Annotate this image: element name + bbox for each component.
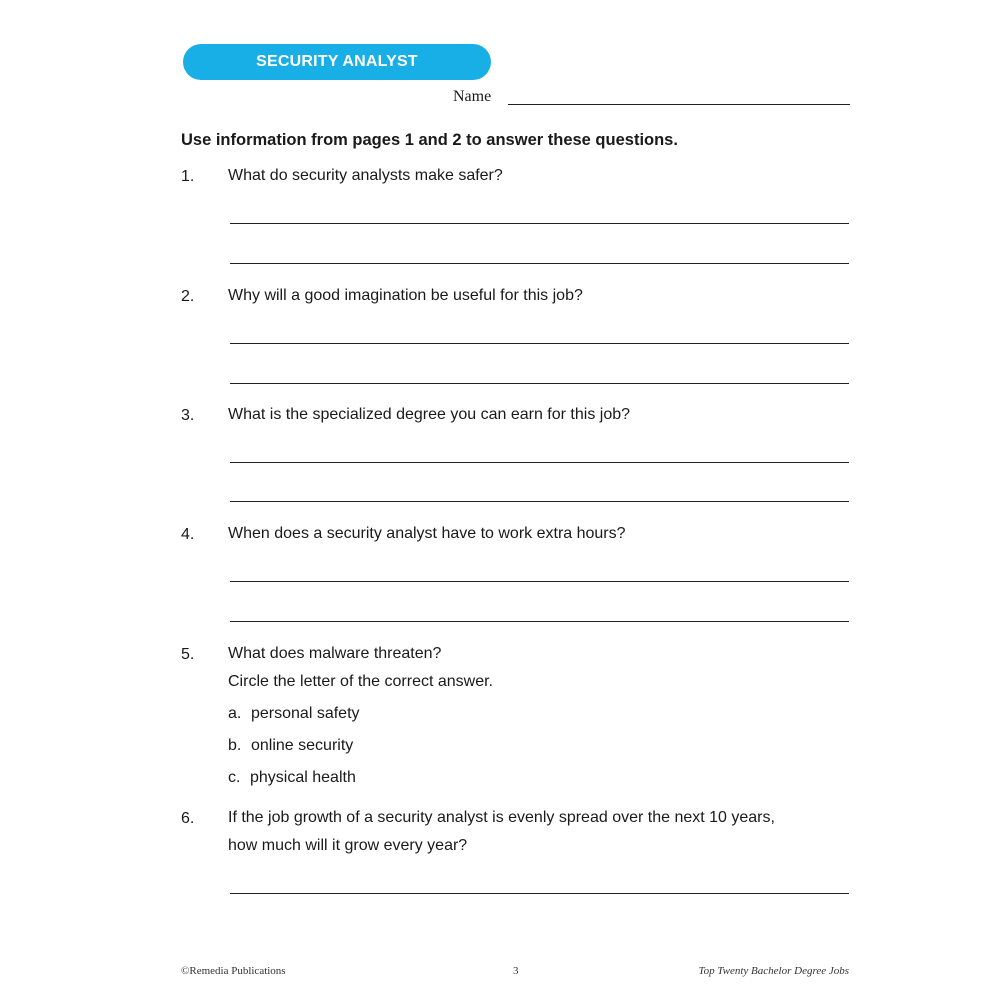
question-text-1: What do security analysts make safer? [228,167,503,184]
option-letter[interactable]: b. [228,737,242,754]
option-text: online security [251,737,354,754]
footer-page-number: 3 [513,965,519,977]
footer-book-title: Top Twenty Bachelor Degree Jobs [698,965,849,977]
option-text: physical health [250,769,356,786]
name-answer-line[interactable] [508,104,850,105]
question-number-6: 6. [181,810,195,827]
footer-publisher: ©Remedia Publications [181,965,286,977]
answer-line-2a[interactable] [230,343,849,344]
page-title: SECURITY ANALYST [256,53,418,70]
answer-line-2b[interactable] [230,383,849,384]
question-5-subtext: Circle the letter of the correct answer. [228,673,493,690]
answer-line-4b[interactable] [230,621,849,622]
question-number-2: 2. [181,288,195,305]
answer-line-3b[interactable] [230,501,849,502]
option-text: personal safety [251,705,360,722]
answer-line-1a[interactable] [230,223,849,224]
question-text-6: If the job growth of a security analyst is evenly spread over the next 10 years, [228,809,775,826]
question-text-4: When does a security analyst have to work extra hours? [228,525,626,542]
question-number-4: 4. [181,526,195,543]
title-banner [183,44,491,80]
question-text-5: What does malware threaten? [228,645,442,662]
option-letter[interactable]: c. [228,769,241,786]
question-number-5: 5. [181,646,195,663]
question-number-1: 1. [181,168,195,185]
option-letter[interactable]: a. [228,705,242,722]
question-number-3: 3. [181,407,195,424]
answer-line-6a[interactable] [230,893,849,894]
answer-line-1b[interactable] [230,263,849,264]
answer-line-3a[interactable] [230,462,849,463]
name-label: Name [453,88,492,105]
instructions: Use information from pages 1 and 2 to answer these questions. [181,131,678,149]
question-text-3: What is the specialized degree you can earn for this job? [228,406,631,423]
answer-line-4a[interactable] [230,581,849,582]
question-text-6-line2: how much will it grow every year? [228,837,468,854]
question-text-2: Why will a good imagination be useful for this job? [228,287,583,304]
